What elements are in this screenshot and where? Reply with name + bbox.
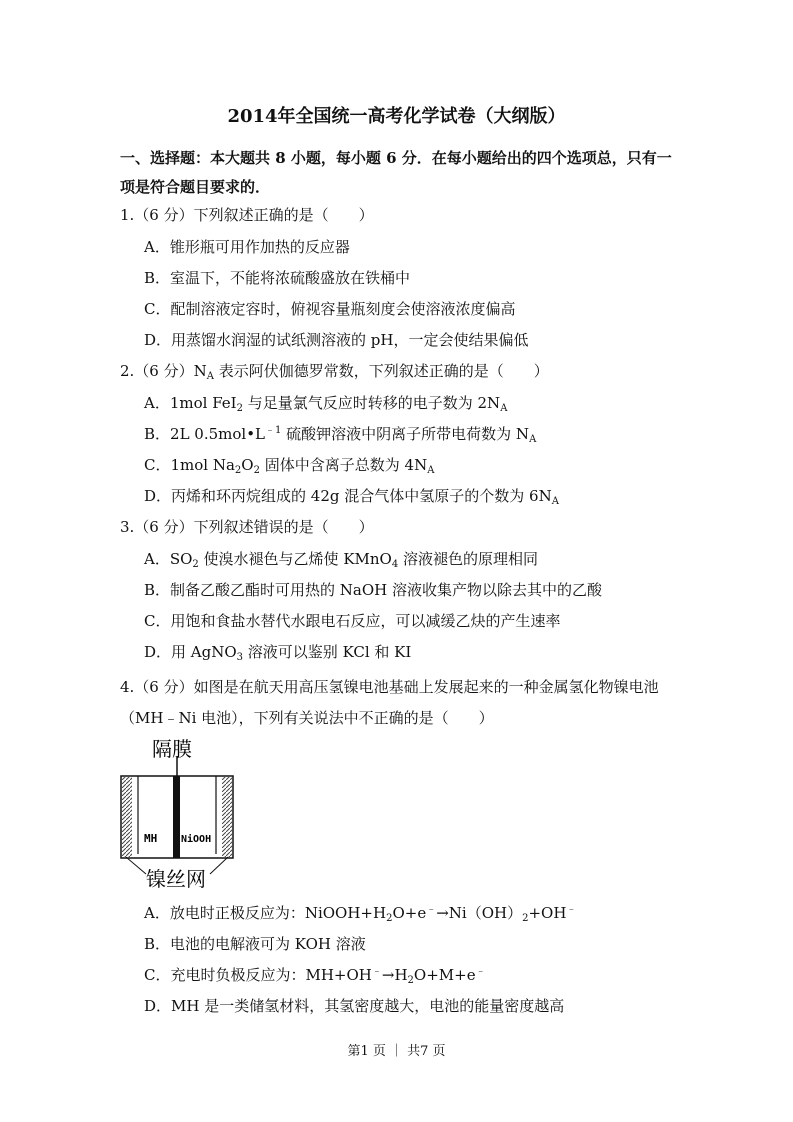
q2-a-part1: A．1mol FeI	[144, 394, 237, 412]
q2-a-sub2: A	[500, 403, 508, 414]
q3-a-part2: 使溴水褪色与乙烯使 KMnO	[198, 550, 392, 568]
section-heading: 一、选择题：本大题共 8 小题，每小题 6 分．在每小题给出的四个选项总，只有一项是符合题目要求的．	[120, 149, 672, 196]
q4-a-part3: →Ni（OH）	[436, 904, 523, 922]
q2-d-sub: A	[551, 496, 559, 507]
q2-c-sub1: 2	[234, 465, 242, 476]
q2-option-d	[144, 485, 559, 507]
right-electrode-hatch	[222, 777, 232, 857]
q4-a-sub2: 2	[522, 913, 529, 924]
mesh-leader-left	[126, 857, 146, 874]
q1-option-c: C．配制溶液定容时，俯视容量瓶刻度会使溶液浓度偏高	[144, 300, 516, 318]
q2-c-part1: C．1mol Na	[144, 456, 235, 474]
q4-a-sup: ﹣	[426, 904, 437, 915]
membrane	[173, 776, 180, 858]
exam-title: 2014年全国统一高考化学试卷（大纲版）	[227, 106, 566, 127]
diagram-label-niooh: NiOOH	[181, 834, 212, 845]
q4-a-sup2: ﹣	[566, 904, 577, 915]
page-footer: 第1 页 ｜ 共7 页	[347, 1044, 446, 1059]
q4-c-part3: O+M+e	[413, 966, 476, 984]
diagram-label-membrane: 隔膜	[152, 737, 192, 761]
q2-b-sup: ﹣1	[265, 425, 282, 436]
q4-a-part2: O+e	[392, 904, 427, 922]
q2-b-sub: A	[529, 434, 537, 445]
q4-c-sup: ﹣	[371, 966, 382, 977]
left-electrode-hatch	[122, 777, 132, 857]
battery-diagram	[118, 736, 248, 895]
q2-a-part2: 与足量氯气反应时转移的电子数为 2N	[242, 394, 501, 412]
q4-a-part1: A．放电时正极反应为：NiOOH+H	[144, 904, 387, 922]
diagram-label-mh: MH	[144, 832, 158, 845]
q3-d-part1: D．用 AgNO	[144, 643, 237, 661]
q3-option-a	[144, 548, 538, 570]
q2-c-part2: O	[241, 456, 254, 474]
q2-option-c	[144, 454, 434, 476]
q3-d-part2: 溶液可以鉴别 KCl 和 KI	[243, 643, 412, 661]
q2-a-sub1: 2	[236, 403, 243, 414]
q2-c-part3: 固体中含离子总数为 4N	[259, 456, 428, 474]
q3-option-c: C．用饱和食盐水替代水跟电石反应，可以减缓乙炔的产生速率	[144, 612, 561, 630]
q2-c-sub2: 2	[253, 465, 260, 476]
q4-a-sub: 2	[386, 913, 393, 924]
q1-stem: 1.（6 分）下列叙述正确的是（ ）	[120, 206, 374, 224]
q2-b-part2: 硫酸钾溶液中阴离子所带电荷数为 N	[281, 425, 530, 443]
q1-option-b: B．室温下，不能将浓硫酸盛放在铁桶中	[144, 269, 411, 287]
q4-option-c	[144, 964, 486, 986]
q3-a-part1: A．SO	[144, 550, 193, 568]
q2-b-part1: B．2L 0.5mol•L	[144, 425, 266, 443]
q3-a-part3: 溶液褪色的原理相同	[398, 550, 538, 568]
q2-stem-post: 表示阿伏伽德罗常数，下列叙述正确的是（ ）	[213, 362, 549, 380]
q1-option-d: D．用蒸馏水润湿的试纸测溶液的 pH，一定会使结果偏低	[144, 331, 529, 349]
diagram-label-mesh: 镍丝网	[146, 867, 206, 891]
q4-a-part4: +OH	[528, 904, 567, 922]
q2-option-b	[144, 423, 536, 445]
q2-stem	[120, 360, 549, 382]
q4-c-part1: C．充电时负极反应为：MH+OH	[144, 966, 372, 984]
q2-stem-pre: 2.（6 分）N	[120, 362, 207, 380]
q4-option-d: D．MH 是一类储氢材料，其氢密度越大，电池的能量密度越高	[144, 997, 565, 1015]
q2-stem-sub: A	[206, 371, 214, 382]
mesh-leader-right	[210, 857, 228, 874]
q2-option-a	[144, 392, 507, 414]
q4-option-b: B．电池的电解液可为 KOH 溶液	[144, 935, 366, 953]
q3-option-d	[144, 641, 411, 663]
q4-c-sup2: ﹣	[475, 966, 486, 977]
q3-option-b: B．制备乙酸乙酯时可用热的 NaOH 溶液收集产物以除去其中的乙酸	[144, 581, 603, 599]
q4-stem: 4.（6 分）如图是在航天用高压氢镍电池基础上发展起来的一种金属氢化物镍电池（MH﹣Ni 电池），下列有关说法中不正确的是（ ）	[120, 678, 659, 727]
q2-c-sub3: A	[427, 465, 435, 476]
q3-stem: 3.（6 分）下列叙述错误的是（ ）	[120, 518, 374, 536]
q3-d-sub: 3	[236, 652, 244, 663]
battery-diagram-svg	[118, 736, 248, 891]
q4-c-part2: →H	[381, 966, 408, 984]
q1-option-a: A．锥形瓶可用作加热的反应器	[144, 238, 350, 256]
q2-d-part1: D．丙烯和环丙烷组成的 42g 混合气体中氢原子的个数为 6N	[144, 487, 552, 505]
q3-a-sub2: 4	[391, 559, 399, 570]
q4-c-sub: 2	[407, 975, 414, 986]
q4-option-a	[144, 902, 576, 924]
q3-a-sub1: 2	[192, 559, 199, 570]
